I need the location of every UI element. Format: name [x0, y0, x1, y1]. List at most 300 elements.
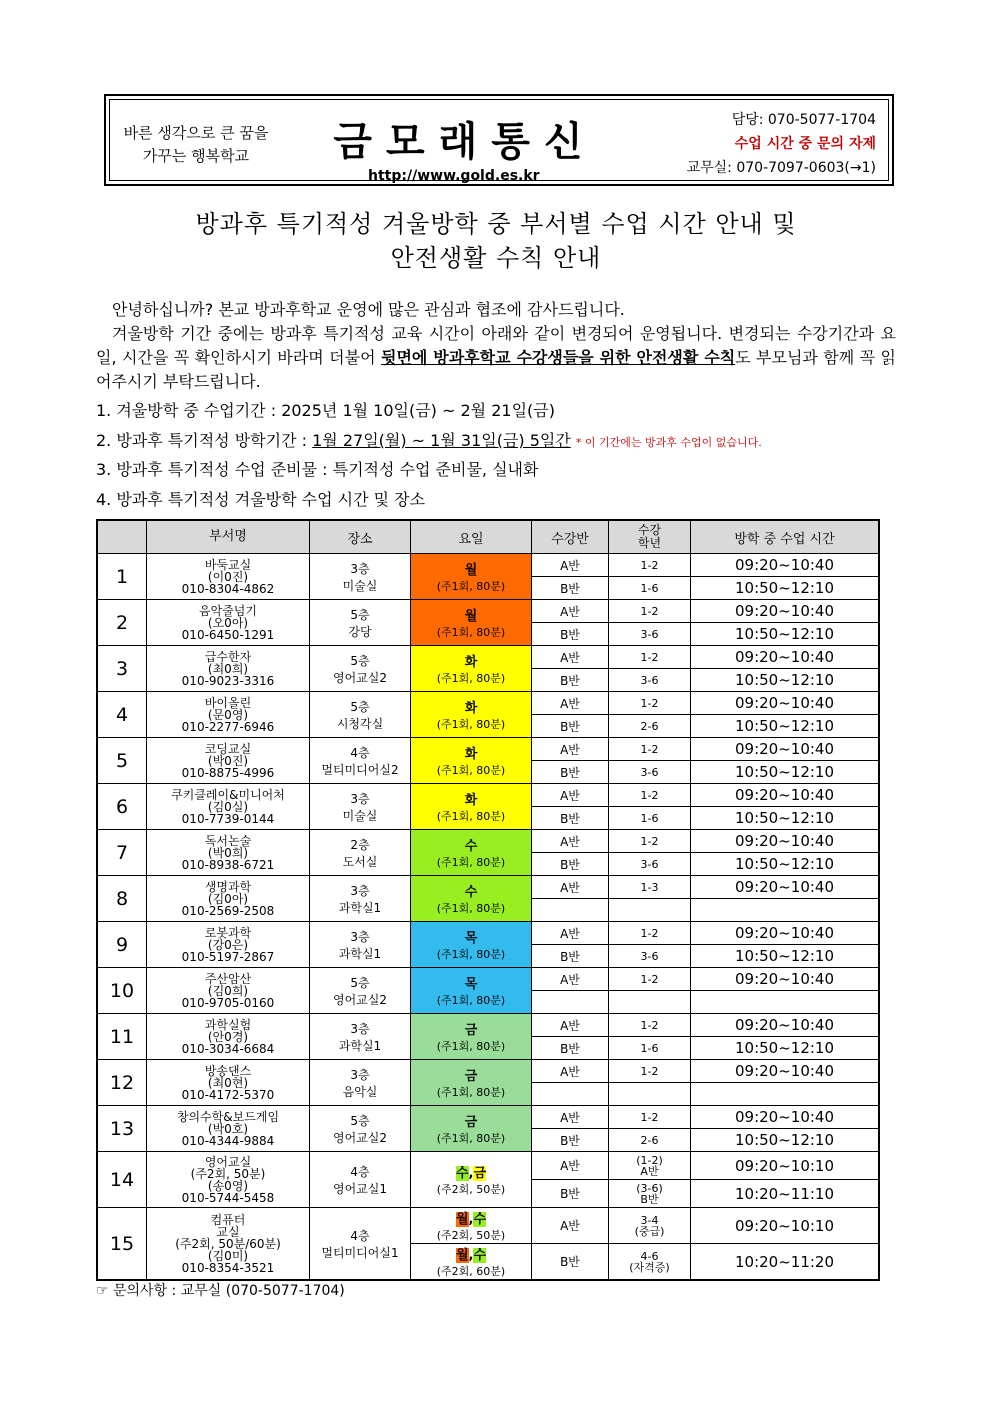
department-frequency: (주2회, 50분/60분): [175, 1236, 281, 1251]
contact-phone: 담당: 070-5077-1704: [731, 112, 876, 128]
day-a: 월: [455, 1212, 469, 1227]
day-cell: [411, 1152, 532, 1208]
grade-cell: [609, 1244, 691, 1281]
teacher-name: (최0희): [207, 661, 249, 676]
col-time: 방학 중 수업 시간: [691, 520, 880, 554]
grade-cell: 3-6: [609, 669, 691, 692]
department-name: 바이올린: [204, 695, 252, 710]
place-room: 미술실: [342, 578, 378, 593]
place-floor: 5층: [350, 607, 370, 622]
department-name: 독서논술: [204, 833, 252, 848]
teacher-phone: 010-2277-6946: [181, 719, 275, 734]
place-floor: 4층: [350, 745, 370, 760]
col-day: 요일: [411, 520, 532, 554]
day-cell: [411, 876, 532, 922]
intro-p2-underlined: 뒷면에 방과후학교 수강생들을 위한 안전생활 수칙: [380, 348, 736, 367]
day-frequency: (주1회, 80분): [436, 764, 506, 777]
place-room: 과학실1: [338, 946, 382, 961]
grade-cell: 1-2: [609, 692, 691, 715]
intro-p2-text: 겨울방학 기간 중에는 방과후 특기적성 교육 시간이 아래와 같이 변경되어 운영됩니다. 변경되는 수강기간과 요일, 시간을 꼭 확인하시기 바라며 더불어: [96, 324, 896, 367]
office-phone: 교무실: 070-7097-0603(→1): [686, 160, 876, 176]
department-cell: [147, 554, 310, 600]
schedule-table: [96, 519, 880, 1281]
grade-cell: 3-6: [609, 761, 691, 784]
class-cell: A반: [532, 1208, 609, 1244]
department-cell: [147, 784, 310, 830]
place-floor: 3층: [350, 929, 370, 944]
place-cell: [310, 1060, 411, 1106]
place-floor: 5층: [350, 1113, 370, 1128]
grade-cell: 3-6: [609, 853, 691, 876]
teacher-phone: 010-2569-2508: [181, 903, 275, 918]
day-b: 수: [473, 1212, 487, 1227]
grade-level: (중급): [634, 1224, 665, 1238]
place-cell: [310, 968, 411, 1014]
day-separator: ,: [468, 1166, 474, 1181]
row-number: 9: [97, 922, 147, 968]
department-name: 쿠키클레이&미니어처: [171, 787, 285, 802]
place-room: 과학실1: [338, 900, 382, 915]
col-grade: 수강 학년: [609, 520, 691, 554]
time-cell: 09:20~10:10: [691, 1208, 880, 1244]
place-floor: 3층: [350, 1067, 370, 1082]
day-frequency: (주2회, 50분): [436, 1183, 506, 1196]
school-url[interactable]: http://www.gold.es.kr: [368, 168, 540, 184]
day-b: 금: [473, 1166, 487, 1181]
grade-cell: 1-2: [609, 1106, 691, 1129]
time-cell: 09:20~10:40: [691, 1106, 880, 1129]
class-cell: B반: [532, 577, 609, 600]
department-name: 음악줄넘기: [199, 603, 257, 618]
row-number: 1: [97, 554, 147, 600]
grade-class: B반: [640, 1192, 659, 1206]
day-name: [411, 1244, 531, 1263]
item-1: 1. 겨울방학 중 수업기간 : 2025년 1월 10일(금) ~ 2월 21일(금): [96, 401, 555, 420]
grade-cell: 1-2: [609, 830, 691, 853]
place-cell: [310, 692, 411, 738]
department-cell: [147, 968, 310, 1014]
slogan-line-1: 바른 생각으로 큰 꿈을: [123, 124, 269, 142]
department-cell: [147, 922, 310, 968]
row-number: 12: [97, 1060, 147, 1106]
teacher-phone: 010-8938-6721: [181, 857, 275, 872]
time-cell: 10:20~11:20: [691, 1244, 880, 1281]
table-row: [97, 968, 879, 991]
class-cell: [532, 1083, 609, 1106]
masthead-title: 금모래통신: [333, 119, 597, 165]
row-number: 15: [97, 1208, 147, 1281]
day-cell: [411, 554, 532, 600]
place-room: 영어교실2: [332, 992, 387, 1007]
day-frequency: (주1회, 80분): [436, 810, 506, 823]
page-title: [0, 207, 992, 275]
department-name-2: 교실: [216, 1224, 240, 1239]
department-cell: [147, 738, 310, 784]
place-floor: 3층: [350, 883, 370, 898]
class-cell: A반: [532, 738, 609, 761]
department-name: 바둑교실: [204, 557, 252, 572]
class-cell: B반: [532, 761, 609, 784]
grade-range: (3-6): [636, 1181, 663, 1195]
intro-p1: 안녕하십니까? 본교 방과후학교 운영에 많은 관심과 협조에 감사드립니다.: [112, 300, 625, 319]
day-frequency: (주1회, 80분): [436, 994, 506, 1007]
grade-cell: 1-6: [609, 577, 691, 600]
day-name: 화: [464, 701, 478, 716]
class-cell: A반: [532, 922, 609, 945]
grade-cell: 3-6: [609, 623, 691, 646]
time-cell: 09:20~10:40: [691, 876, 880, 899]
teacher-name: (최0현): [207, 1075, 249, 1090]
title-line-2: 안전생활 수칙 안내: [390, 244, 602, 272]
day-cell: [411, 692, 532, 738]
table-row: [97, 600, 879, 623]
teacher-name: (박0진): [207, 753, 249, 768]
grade-cell: 1-2: [609, 600, 691, 623]
grade-cell: 1-6: [609, 1037, 691, 1060]
teacher-name: (오0아): [207, 615, 249, 630]
department-cell: [147, 1208, 310, 1281]
day-frequency: (주1회, 80분): [436, 580, 506, 593]
class-cell: B반: [532, 1129, 609, 1152]
grade-cell: 2-6: [609, 1129, 691, 1152]
grade-class: A반: [640, 1164, 659, 1178]
day-name: 수: [464, 839, 478, 854]
time-cell: 10:50~12:10: [691, 1129, 880, 1152]
day-name: 금: [464, 1115, 478, 1130]
row-number: 2: [97, 600, 147, 646]
grade-cell: [609, 1208, 691, 1244]
time-cell: 10:50~12:10: [691, 623, 880, 646]
grade-cell: 1-2: [609, 554, 691, 577]
day-cell: [411, 1060, 532, 1106]
place-floor: 2층: [350, 837, 370, 852]
table-row: [97, 692, 879, 715]
class-cell: A반: [532, 1060, 609, 1083]
teacher-phone: 010-3034-6684: [181, 1041, 275, 1056]
department-cell: [147, 1014, 310, 1060]
grade-range: 3-4: [640, 1213, 659, 1227]
col-place: 장소: [310, 520, 411, 554]
time-cell: 09:20~10:40: [691, 554, 880, 577]
row-number: 11: [97, 1014, 147, 1060]
day-frequency: (주2회, 60분): [436, 1265, 506, 1278]
day-frequency: (주1회, 80분): [436, 902, 506, 915]
day-name: 화: [464, 747, 478, 762]
day-cell: [411, 968, 532, 1014]
teacher-name: (박0희): [207, 845, 249, 860]
item-2: [96, 428, 762, 451]
teacher-name: (김0아): [207, 891, 249, 906]
day-cell: [411, 922, 532, 968]
class-cell: A반: [532, 830, 609, 853]
day-frequency: (주1회, 80분): [436, 1086, 506, 1099]
item-2-note: * 이 기간에는 방과후 수업이 없습니다.: [575, 436, 762, 449]
department-name: 창의수학&보드게임: [176, 1109, 280, 1124]
school-slogan: [116, 122, 276, 168]
day-cell: [411, 1106, 532, 1152]
time-cell: [691, 899, 880, 922]
department-cell: [147, 1152, 310, 1208]
time-cell: 09:20~10:40: [691, 968, 880, 991]
time-cell: [691, 1083, 880, 1106]
day-cell: [411, 646, 532, 692]
place-room: 멀티미디어실1: [321, 1245, 399, 1260]
table-row: [97, 1152, 879, 1180]
time-cell: 10:50~12:10: [691, 761, 880, 784]
class-cell: A반: [532, 968, 609, 991]
table-row: [97, 646, 879, 669]
department-cell: [147, 1106, 310, 1152]
department-name: 코딩교실: [204, 741, 252, 756]
slogan-line-2: 가꾸는 행복학교: [142, 147, 250, 165]
teacher-phone: 010-6450-1291: [181, 627, 275, 642]
place-cell: [310, 1152, 411, 1208]
grade-cell: 1-6: [609, 807, 691, 830]
teacher-name: (김0실): [207, 799, 249, 814]
row-number: 13: [97, 1106, 147, 1152]
newsletter-header: [104, 94, 894, 186]
department-frequency: (주2회, 50분): [190, 1166, 266, 1181]
place-floor: 4층: [350, 1228, 370, 1243]
department-name: 주산암산: [204, 971, 252, 986]
department-cell: [147, 876, 310, 922]
time-cell: 10:20~11:10: [691, 1180, 880, 1208]
time-cell: 10:50~12:10: [691, 853, 880, 876]
table-row: [97, 922, 879, 945]
time-cell: 10:50~12:10: [691, 577, 880, 600]
grade-level: (자격증): [629, 1260, 670, 1274]
place-floor: 3층: [350, 791, 370, 806]
place-cell: [310, 554, 411, 600]
row-number: 7: [97, 830, 147, 876]
class-cell: B반: [532, 623, 609, 646]
col-department: 부서명: [147, 520, 310, 554]
teacher-phone: 010-9023-3316: [181, 673, 275, 688]
place-cell: [310, 922, 411, 968]
class-cell: [532, 991, 609, 1014]
time-cell: 09:20~10:40: [691, 692, 880, 715]
grade-cell: [609, 991, 691, 1014]
class-cell: [532, 899, 609, 922]
title-line-1: 방과후 특기적성 겨울방학 중 부서별 수업 시간 안내 및: [195, 210, 797, 238]
place-room: 음악실: [342, 1084, 378, 1099]
table-row: [97, 876, 879, 899]
grade-cell: 1-2: [609, 1060, 691, 1083]
teacher-name: (안0경): [207, 1029, 249, 1044]
place-floor: 5층: [350, 699, 370, 714]
intro-p2: [96, 322, 896, 394]
time-cell: 09:20~10:40: [691, 738, 880, 761]
day-frequency: (주1회, 80분): [436, 626, 506, 639]
place-cell: [310, 646, 411, 692]
place-cell: [310, 1106, 411, 1152]
department-name: 급수한자: [204, 649, 252, 664]
department-name: 방송댄스: [204, 1063, 252, 1078]
intro-p2-tail: 도 부모님과 함께 꼭 읽어주시기 부탁드립니다.: [96, 348, 896, 391]
day-name: 금: [464, 1069, 478, 1084]
place-cell: [310, 876, 411, 922]
time-cell: 09:20~10:40: [691, 1014, 880, 1037]
row-number: 5: [97, 738, 147, 784]
grade-cell: 3-6: [609, 945, 691, 968]
place-cell: [310, 738, 411, 784]
class-cell: B반: [532, 715, 609, 738]
item-2-dates: 1월 27일(월) ~ 1월 31일(금) 5일간: [312, 431, 571, 450]
teacher-name: (송0영): [207, 1178, 249, 1193]
item-2-label: 2. 방과후 특기적성 방학기간 :: [96, 431, 313, 450]
place-room: 강당: [348, 624, 372, 639]
department-cell: [147, 830, 310, 876]
day-separator: ,: [468, 1212, 474, 1227]
day-separator: ,: [468, 1248, 474, 1263]
day-cell: [411, 1208, 532, 1244]
day-frequency: (주1회, 80분): [436, 672, 506, 685]
class-cell: B반: [532, 669, 609, 692]
place-floor: 4층: [350, 1164, 370, 1179]
department-name: 컴퓨터: [210, 1212, 246, 1227]
day-name: 수: [464, 885, 478, 900]
day-frequency: (주1회, 80분): [436, 1132, 506, 1145]
class-cell: A반: [532, 784, 609, 807]
contact-warning: 수업 시간 중 문의 자제: [734, 136, 876, 152]
time-cell: 10:50~12:10: [691, 669, 880, 692]
class-cell: A반: [532, 1106, 609, 1129]
class-cell: A반: [532, 876, 609, 899]
intro-paragraph: [96, 298, 896, 394]
grade-cell: 1-2: [609, 1014, 691, 1037]
time-cell: 10:50~12:10: [691, 1037, 880, 1060]
day-name: 월: [464, 609, 478, 624]
table-row: [97, 830, 879, 853]
day-name: 목: [464, 977, 478, 992]
item-3: 3. 방과후 특기적성 수업 준비물 : 특기적성 수업 준비물, 실내화: [96, 460, 539, 479]
day-b: 수: [473, 1248, 487, 1263]
teacher-phone: 010-5744-5458: [181, 1190, 275, 1205]
time-cell: 09:20~10:40: [691, 1060, 880, 1083]
day-name: 금: [464, 1023, 478, 1038]
place-room: 멀티미디어실2: [321, 762, 399, 777]
teacher-phone: 010-9705-0160: [181, 995, 275, 1010]
col-class: 수강반: [532, 520, 609, 554]
class-cell: A반: [532, 1152, 609, 1180]
time-cell: 09:20~10:40: [691, 922, 880, 945]
class-cell: A반: [532, 554, 609, 577]
time-cell: 10:50~12:10: [691, 807, 880, 830]
place-room: 영어교실2: [332, 670, 387, 685]
grade-cell: [609, 1083, 691, 1106]
day-frequency: (주1회, 80분): [436, 856, 506, 869]
department-cell: [147, 646, 310, 692]
place-room: 과학실1: [338, 1038, 382, 1053]
class-cell: A반: [532, 692, 609, 715]
place-floor: 5층: [350, 975, 370, 990]
table-row: [97, 784, 879, 807]
class-cell: B반: [532, 1037, 609, 1060]
table-row: [97, 554, 879, 577]
place-room: 영어교실1: [332, 1181, 387, 1196]
day-cell: [411, 1014, 532, 1060]
grade-range: (1-2): [636, 1153, 663, 1167]
time-cell: [691, 991, 880, 1014]
class-cell: B반: [532, 945, 609, 968]
row-number: 10: [97, 968, 147, 1014]
row-number: 6: [97, 784, 147, 830]
teacher-name: (박0호): [207, 1121, 249, 1136]
row-number: 3: [97, 646, 147, 692]
col-number: [97, 520, 147, 554]
place-floor: 3층: [350, 1021, 370, 1036]
department-name: 로봇과학: [204, 925, 252, 940]
class-cell: A반: [532, 1014, 609, 1037]
time-cell: 09:20~10:40: [691, 600, 880, 623]
time-cell: 09:20~10:40: [691, 784, 880, 807]
class-cell: A반: [532, 600, 609, 623]
place-room: 도서실: [342, 854, 378, 869]
teacher-phone: 010-7739-0144: [181, 811, 275, 826]
day-cell: [411, 1244, 532, 1281]
table-row: [97, 1060, 879, 1083]
teacher-phone: 010-4172-5370: [181, 1087, 275, 1102]
grade-cell: 1-3: [609, 876, 691, 899]
day-name: 화: [464, 655, 478, 670]
day-cell: [411, 600, 532, 646]
day-frequency: (주1회, 80분): [436, 1040, 506, 1053]
grade-cell: [609, 1180, 691, 1208]
day-name: [411, 1208, 531, 1227]
department-cell: [147, 1060, 310, 1106]
class-cell: B반: [532, 853, 609, 876]
row-number: 4: [97, 692, 147, 738]
day-cell: [411, 738, 532, 784]
grade-cell: 1-2: [609, 784, 691, 807]
grade-cell: [609, 1152, 691, 1180]
place-room: 미술실: [342, 808, 378, 823]
grade-cell: [609, 899, 691, 922]
day-cell: [411, 830, 532, 876]
grade-cell: 1-2: [609, 968, 691, 991]
table-row: [97, 1014, 879, 1037]
department-cell: [147, 692, 310, 738]
teacher-phone: 010-8354-3521: [181, 1260, 275, 1275]
place-cell: [310, 830, 411, 876]
grade-cell: 2-6: [609, 715, 691, 738]
row-number: 14: [97, 1152, 147, 1208]
teacher-phone: 010-5197-2867: [181, 949, 275, 964]
header-inner-border: [109, 99, 889, 184]
table-row: [97, 738, 879, 761]
teacher-phone: 010-8875-4996: [181, 765, 275, 780]
day-name: 목: [464, 931, 478, 946]
place-cell: [310, 600, 411, 646]
teacher-name: (이0진): [207, 569, 249, 584]
table-row: [97, 1208, 879, 1244]
row-number: 8: [97, 876, 147, 922]
time-cell: 10:50~12:10: [691, 945, 880, 968]
class-cell: B반: [532, 1180, 609, 1208]
time-cell: 09:20~10:40: [691, 646, 880, 669]
place-cell: [310, 784, 411, 830]
place-room: 시청각실: [336, 716, 384, 731]
table-row: [97, 1106, 879, 1129]
day-frequency: (주1회, 80분): [436, 948, 506, 961]
time-cell: 09:20~10:10: [691, 1152, 880, 1180]
day-cell: [411, 784, 532, 830]
teacher-phone: 010-8304-4862: [181, 581, 275, 596]
day-name: 월: [464, 563, 478, 578]
time-cell: 09:20~10:40: [691, 830, 880, 853]
item-4: 4. 방과후 특기적성 겨울방학 수업 시간 및 장소: [96, 490, 426, 509]
teacher-name: (김0희): [207, 983, 249, 998]
